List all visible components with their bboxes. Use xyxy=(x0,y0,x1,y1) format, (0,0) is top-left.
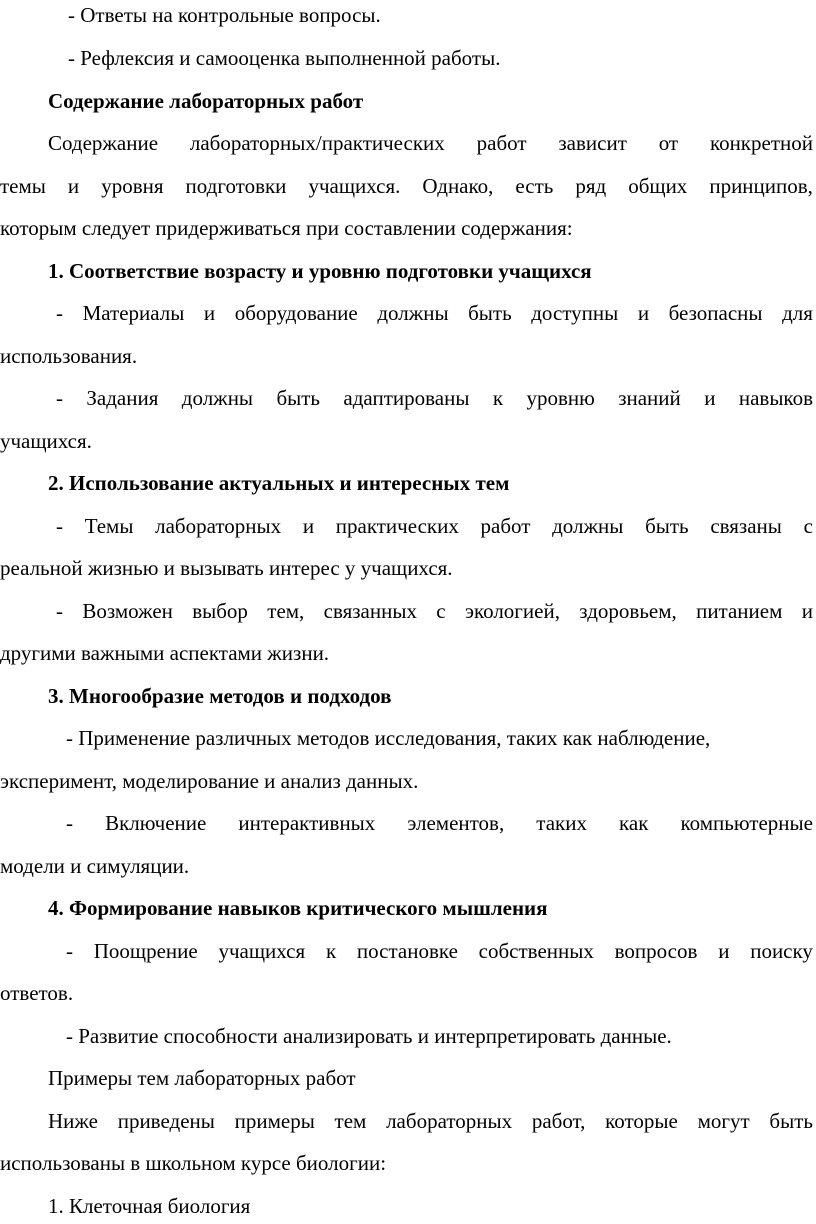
word: тем, xyxy=(267,599,305,623)
word: быть xyxy=(468,301,512,325)
word: адаптированы xyxy=(343,386,470,410)
paragraph-line xyxy=(0,601,813,622)
word: питанием xyxy=(696,599,783,623)
word: ряд xyxy=(575,174,607,198)
word: лабораторных xyxy=(386,1109,513,1133)
word: общих xyxy=(628,174,688,198)
paragraph-line xyxy=(0,176,813,197)
paragraph-line: которым следует придерживаться при составлении содержания: xyxy=(0,216,573,240)
word: - xyxy=(56,599,63,623)
list-item-cell-biology: 1. Клеточная биология xyxy=(48,1194,251,1218)
word: Содержание xyxy=(48,131,159,155)
paragraph-line xyxy=(0,133,813,154)
paragraph-line: использованы в школьном курсе биологии: xyxy=(0,1151,387,1175)
word: - xyxy=(56,301,63,325)
principle-heading-4: 4. Формирование навыков критического мышления xyxy=(48,896,548,920)
word: связаны xyxy=(710,514,782,538)
word: и xyxy=(637,301,650,325)
word: работ xyxy=(476,131,527,155)
word: быть xyxy=(276,386,321,410)
paragraph-line xyxy=(0,388,813,409)
word: навыков xyxy=(738,386,813,410)
word: учащихся xyxy=(218,939,306,963)
word: как xyxy=(619,811,649,835)
paragraph-line: модели и симуляции. xyxy=(0,854,190,878)
paragraph-line xyxy=(0,516,813,537)
word: знаний xyxy=(618,386,681,410)
word: собственных xyxy=(478,939,594,963)
word: должны xyxy=(552,514,624,538)
word: от xyxy=(658,131,679,155)
word: темы xyxy=(0,174,46,198)
word: примеры xyxy=(234,1109,315,1133)
word: интерактивных xyxy=(238,811,376,835)
word: могут xyxy=(697,1109,750,1133)
word: и xyxy=(203,301,216,325)
word: - xyxy=(66,939,73,963)
word: и xyxy=(302,514,315,538)
paragraph-line xyxy=(0,941,813,962)
section-heading-content: Содержание лабораторных работ xyxy=(48,89,364,113)
word: Задания xyxy=(86,386,159,410)
reflection-bullet: - Рефлексия и самооценка выполненной работы. xyxy=(68,46,501,70)
word: вопросов xyxy=(614,939,698,963)
paragraph-line: использования. xyxy=(0,344,138,368)
word: лабораторных xyxy=(155,514,282,538)
paragraph-line xyxy=(0,303,813,324)
word: экологией, xyxy=(464,599,560,623)
word: Поощрение xyxy=(93,939,198,963)
paragraph-line: ответов. xyxy=(0,981,74,1005)
word: работ xyxy=(480,514,531,538)
word: компьютерные xyxy=(680,811,813,835)
principle-heading-2: 2. Использование актуальных и интересных тем xyxy=(48,471,510,495)
word: учащихся. xyxy=(308,174,401,198)
paragraph-line: учащихся. xyxy=(0,429,92,453)
word: постановке xyxy=(356,939,458,963)
word: таких xyxy=(536,811,587,835)
paragraph-line: другими важными аспектами жизни. xyxy=(0,641,330,665)
word: для xyxy=(782,301,813,325)
word: выбор xyxy=(192,599,248,623)
word: Включение xyxy=(105,811,207,835)
word: Материалы xyxy=(82,301,185,325)
word: которые xyxy=(605,1109,678,1133)
word: Темы xyxy=(84,514,134,538)
word: подготовки xyxy=(185,174,287,198)
word: и xyxy=(718,939,730,963)
word: зависит xyxy=(558,131,627,155)
word: Возможен xyxy=(82,599,173,623)
word: поиску xyxy=(750,939,813,963)
word: Однако, xyxy=(422,174,494,198)
word: с xyxy=(436,599,446,623)
word: здоровьем, xyxy=(579,599,677,623)
section-heading-examples: Примеры тем лабораторных работ xyxy=(48,1066,356,1090)
word: быть xyxy=(769,1109,813,1133)
paragraph-line xyxy=(0,813,813,834)
word: доступны xyxy=(531,301,619,325)
word: уровню xyxy=(526,386,595,410)
paragraph-line: эксперимент, моделирование и анализ данных. xyxy=(0,769,419,793)
paragraph-line: - Применение различных методов исследования, таких как наблюдение, xyxy=(66,726,711,750)
answers-bullet: - Ответы на контрольные вопросы. xyxy=(68,3,381,27)
word: работ, xyxy=(531,1109,586,1133)
word: быть xyxy=(645,514,689,538)
word: и xyxy=(67,174,80,198)
word: принципов, xyxy=(709,174,813,198)
word: элементов, xyxy=(407,811,505,835)
word: - xyxy=(66,811,73,835)
word: уровня xyxy=(101,174,164,198)
word: практических xyxy=(335,514,459,538)
paragraph-line: реальной жизнью и вызывать интерес у учащихся. xyxy=(0,556,453,580)
word: безопасны xyxy=(668,301,763,325)
paragraph-line: - Развитие способности анализировать и интерпретировать данные. xyxy=(66,1024,672,1048)
word: к xyxy=(325,939,337,963)
word: - xyxy=(56,514,63,538)
paragraph-line xyxy=(0,1111,813,1132)
word: связанных xyxy=(323,599,417,623)
word: и xyxy=(801,599,813,623)
word: - xyxy=(56,386,63,410)
word: с xyxy=(803,514,813,538)
principle-heading-1: 1. Соответствие возрасту и уровню подготовки учащихся xyxy=(48,259,592,283)
word: Ниже xyxy=(48,1109,98,1133)
word: есть xyxy=(515,174,554,198)
word: к xyxy=(492,386,504,410)
word: тем xyxy=(334,1109,367,1133)
word: должны xyxy=(377,301,449,325)
word: лабораторных/практических xyxy=(189,131,445,155)
word: приведены xyxy=(117,1109,215,1133)
word: и xyxy=(704,386,716,410)
word: должны xyxy=(181,386,254,410)
principle-heading-3: 3. Многообразие методов и подходов xyxy=(48,684,392,708)
word: конкретной xyxy=(709,131,813,155)
word: оборудование xyxy=(234,301,358,325)
